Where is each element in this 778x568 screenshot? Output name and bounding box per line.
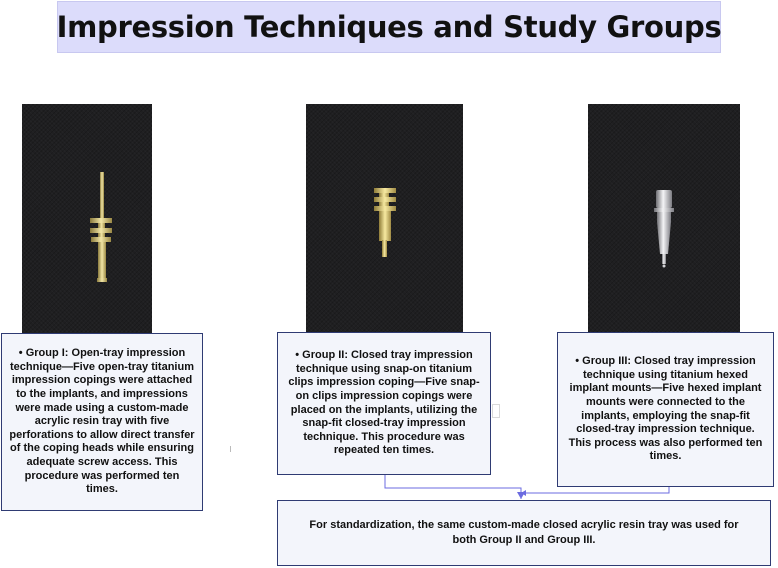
group-1-description: • Group I: Open-tray impression technique—Five open-tray titanium impression copings were attached to the implants, and impressions were made using a custom-made acrylic resin tray with five perforations to allow direct transfer of the coping heads while ensuring adequate screw access. This procedure was performed ten times.: [9, 347, 195, 496]
group-2-card: [277, 332, 491, 475]
standardization-note: [277, 500, 771, 566]
open-tray-coping-icon: [22, 104, 152, 334]
connector-arrowhead: [517, 492, 525, 499]
group-2-description: • Group II: Closed tray impression technique using snap-on titanium clips impression coping—Five snap-on clips impression copings were placed on the implants, utilizing the snap-fit closed-tray impression technique. This procedure was repeated ten times.: [288, 349, 480, 457]
diagram-title-box: [57, 1, 721, 53]
standardization-text: For standardization, the same custom-made closed acrylic resin tray was used for both Group II and Group III.: [309, 519, 739, 546]
group-3-card: [557, 332, 774, 487]
group-2-connector: [385, 475, 521, 499]
snap-on-coping-icon: [306, 104, 463, 334]
group-1-photo: [22, 104, 152, 334]
stray-marker: [492, 404, 500, 418]
group-3-connector: [526, 487, 669, 493]
connector-arrowhead: [521, 490, 526, 496]
stray-marker: [230, 446, 231, 452]
group-3-description: • Group III: Closed tray impression technique using titanium hexed implant mounts—Five hexed implant mounts were connected to the implants, employing the snap-fit closed-tray impression technique. This process was also performed ten times.: [568, 355, 763, 463]
diagram-title: Impression Techniques and Study Groups: [56, 10, 722, 44]
group-3-photo: [588, 104, 740, 334]
hexed-implant-mount-icon: [588, 104, 740, 334]
group-1-card: [1, 333, 203, 511]
group-2-photo: [306, 104, 463, 334]
